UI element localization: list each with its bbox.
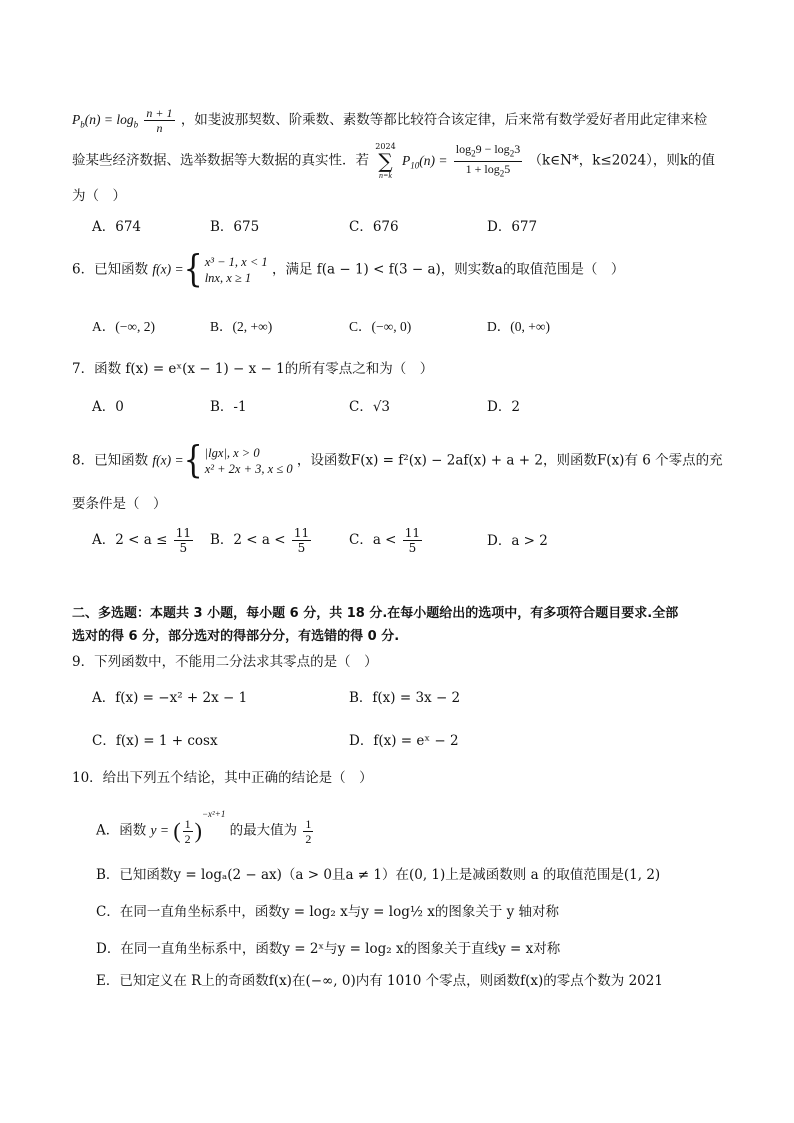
section2-line2: 选对的得 6 分，部分选对的得部分分，有选错的得 0 分.: [72, 629, 400, 644]
q8-option-b: [210, 526, 313, 555]
q8-option-c-text: C．a <: [349, 532, 397, 548]
q8-case2: x² + 2x + 3, x ≤ 0: [204, 462, 293, 476]
q10-a-lparen: (: [173, 818, 181, 843]
q8-option-c-frac: [403, 526, 422, 555]
q6-cases: [205, 254, 268, 286]
q7-option-b: B．-1: [210, 399, 247, 415]
q10-a-tail: 的最大值为: [229, 822, 298, 839]
q8-fx: f(x) =: [152, 452, 184, 468]
q6-option-c: C．(−∞, 0): [349, 319, 412, 334]
q6-tail: ，满足 f(a − 1) < f(3 − a)，则实数a的取值范围是（ ）: [271, 261, 625, 278]
q7-line: 7．函数 f(x) = eˣ(x − 1) − x − 1的所有零点之和为（ ）: [72, 361, 434, 377]
q6-fx: f(x) =: [152, 261, 184, 277]
q8-cases: [205, 445, 293, 477]
q6-brace: {: [183, 247, 203, 292]
q10-a-y: y =: [150, 822, 170, 838]
q6-case2: lnx, x ≥ 1: [204, 271, 252, 285]
frac-den: 5: [297, 541, 306, 555]
q8-brace: {: [183, 438, 203, 483]
q10-a-rparen: ): [194, 818, 202, 843]
q10-a-exp: −x²+1: [201, 809, 226, 819]
q5-condition: （k∈N*，k≤2024），则k的值: [528, 152, 715, 169]
q9-option-a: A．f(x) = −x² + 2x − 1: [92, 690, 248, 706]
q10-option-c: C．在同一直角坐标系中，函数y = log₂ x与y = log½ x的图象关于 y 轴对称: [96, 904, 560, 920]
q8-line2: 要条件是（ ）: [72, 496, 167, 512]
q5-option-d: D．677: [487, 219, 538, 235]
q10-option-a: [96, 809, 315, 846]
q9-line: 9．下列函数中，不能用二分法求其零点的是（ ）: [72, 654, 378, 670]
q10-option-d: D．在同一直角坐标系中，函数y = 2ˣ与y = log₂ x的图象关于直线y = x对称: [96, 941, 561, 957]
q9-option-c: C．f(x) = 1 + cosx: [92, 733, 218, 749]
q8-head: 8．已知函数: [72, 452, 149, 469]
q7-option-a: A．0: [92, 399, 124, 415]
q6-line: [72, 247, 625, 292]
q8-option-b-frac: [292, 526, 311, 555]
q10-line: 10．给出下列五个结论，其中正确的结论是（ ）: [72, 770, 373, 786]
frac-den: 5: [408, 541, 417, 555]
q8-case1: |lgx|, x > 0: [204, 446, 260, 460]
q7-option-c: C．√3: [349, 399, 391, 415]
q5-option-c: C．676: [349, 219, 399, 235]
q10-a-half: $\frac{1}{2}$: [305, 816, 312, 846]
q8-tail: ，设函数F(x) = f²(x) − 2af(x) + a + 2，则函数F(x)有 6 个零点的充: [296, 452, 723, 469]
q6-option-d: D．(0, +∞): [487, 319, 550, 334]
p10-formula: $P_{10}(n)$ =: [401, 152, 448, 171]
pb-fraction: $\frac{n + 1}{n}$: [146, 106, 173, 135]
q8-option-c: [349, 526, 424, 555]
q6-case1: x³ − 1, x < 1: [204, 255, 268, 269]
frac-den: 5: [179, 541, 188, 555]
q9-option-d: D．f(x) = eˣ − 2: [349, 733, 459, 749]
q8-line1: [72, 438, 723, 483]
q5-fraction: $\frac{\log_29 - \log_23}{1 + \log_25}$: [455, 142, 521, 178]
frac-num: 11: [293, 526, 310, 540]
section2-line1: 二、多选题：本题共 3 小题，每小题 6 分，共 18 分.在每小题给出的选项中，有多项符合题目要求.全部: [72, 606, 679, 621]
q5-line1-text: ，如斐波那契数、阶乘数、素数等都比较符合该定律，后来常有数学爱好者用此定律来检: [180, 112, 708, 128]
q6-head: 6．已知函数: [72, 261, 149, 278]
sum-symbol: 2024 ∑ n=k: [375, 142, 396, 180]
q5-option-b: B．675: [210, 219, 260, 235]
q5-line2-text: 验某些经济数据、选举数据等大数据的真实性．若: [72, 152, 369, 169]
q7-option-d: D．2: [487, 399, 520, 415]
q8-option-a-text: A．2 < a ≤: [92, 532, 168, 548]
q6-option-a: A．(−∞, 2): [92, 319, 155, 334]
q8-option-d: D．a > 2: [487, 533, 548, 549]
q5-line1: [72, 106, 707, 135]
q10-a-base: $\frac{1}{2}$: [184, 816, 191, 846]
q10-option-b: B．已知函数y = logₐ(2 − ax)（a > 0且a ≠ 1）在(0, 1)上是减函数则 a 的取值范围是(1, 2): [96, 867, 661, 883]
q6-option-b: B．(2, +∞): [210, 319, 273, 334]
pb-formula: $P_b(n) = \log_b$: [72, 112, 139, 130]
q5-line3: 为（ ）: [72, 188, 126, 204]
q8-option-a-frac: [174, 526, 193, 555]
q8-option-a: [92, 526, 195, 555]
q10-a-head: A．函数: [96, 822, 147, 839]
q9-option-b: B．f(x) = 3x − 2: [349, 690, 461, 706]
q5-option-a: A．674: [92, 219, 142, 235]
frac-num: 11: [404, 526, 421, 540]
q10-option-e: E．已知定义在 R上的奇函数f(x)在(−∞, 0)内有 1010 个零点，则函数f(x)的零点个数为 2021: [96, 973, 663, 989]
frac-num: 11: [175, 526, 191, 540]
q5-line2: [72, 142, 715, 180]
q8-option-b-text: B．2 < a <: [210, 532, 286, 548]
